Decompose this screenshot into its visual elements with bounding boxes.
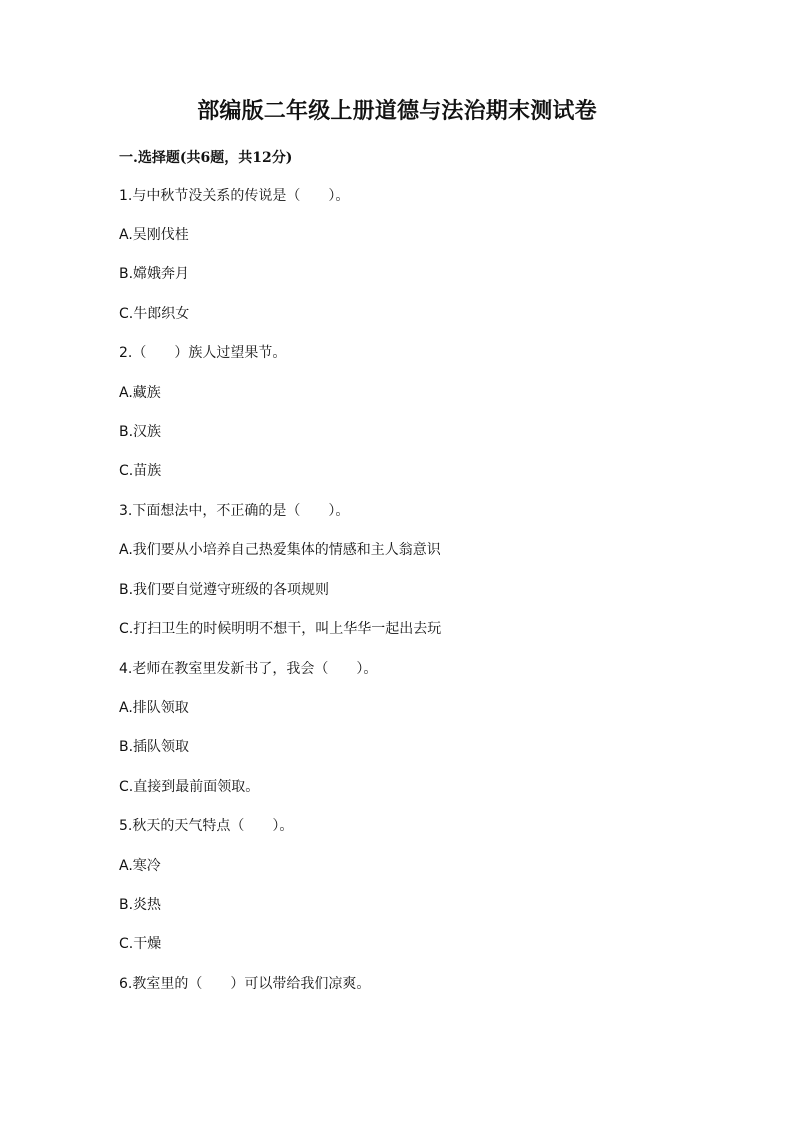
- question-5: 5.秋天的天气特点（ ）。: [119, 818, 294, 834]
- question-2-option-b: B.汉族: [119, 424, 162, 440]
- question-2-option-c: C.苗族: [119, 463, 162, 479]
- question-5-option-a: A.寒冷: [119, 858, 161, 874]
- page-title: 部编版二年级上册道德与法治期末测试卷: [197, 98, 597, 124]
- question-3-option-c: C.打扫卫生的时候明明不想干，叫上华华一起出去玩: [119, 621, 442, 637]
- question-3-option-a: A.我们要从小培养自己热爱集体的情感和主人翁意识: [119, 542, 441, 558]
- question-1-option-b: B.嫦娥奔月: [119, 266, 190, 282]
- question-6: 6.教室里的（ ）可以带给我们凉爽。: [119, 976, 371, 992]
- question-1-option-c: C.牛郎织女: [119, 306, 190, 322]
- question-3-option-b: B.我们要自觉遵守班级的各项规则: [119, 582, 330, 598]
- question-2-option-a: A.藏族: [119, 385, 161, 401]
- question-5-option-c: C.干燥: [119, 936, 162, 952]
- question-4-option-a: A.排队领取: [119, 700, 189, 716]
- section-heading: 一.选择题(共6题，共12分): [119, 150, 293, 166]
- question-4-option-b: B.插队领取: [119, 739, 190, 755]
- question-1-option-a: A.吴刚伐桂: [119, 227, 189, 243]
- question-4-option-c: C.直接到最前面领取。: [119, 779, 260, 795]
- question-2: 2.（ ）族人过望果节。: [119, 345, 287, 361]
- question-5-option-b: B.炎热: [119, 897, 162, 913]
- question-4: 4.老师在教室里发新书了，我会（ ）。: [119, 661, 378, 677]
- question-3: 3.下面想法中，不正确的是（ ）。: [119, 503, 350, 519]
- question-1: 1.与中秋节没关系的传说是（ ）。: [119, 188, 350, 204]
